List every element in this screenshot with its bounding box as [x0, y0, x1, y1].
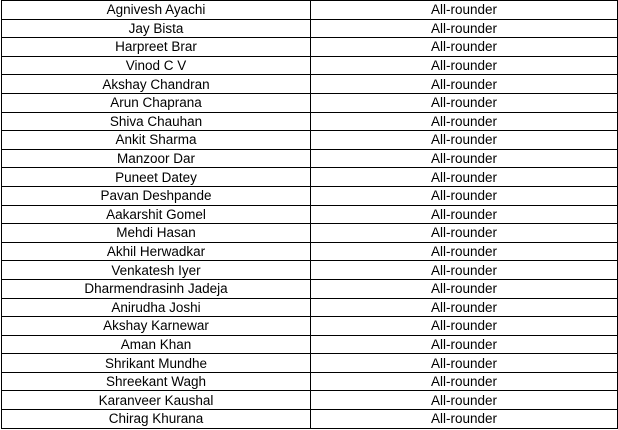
player-role-cell[interactable]: All-rounder — [311, 372, 618, 391]
player-name-cell[interactable]: Harpreet Brar — [2, 38, 311, 57]
player-name-cell[interactable]: Shrikant Mundhe — [2, 354, 311, 373]
player-name-cell[interactable]: Agnivesh Ayachi — [2, 1, 311, 20]
table-row — [2, 317, 618, 336]
player-role-cell[interactable]: All-rounder — [311, 112, 618, 131]
player-role-cell[interactable]: All-rounder — [311, 279, 618, 298]
player-name-cell[interactable]: Shiva Chauhan — [2, 112, 311, 131]
table-row — [2, 224, 618, 243]
player-role-cell[interactable]: All-rounder — [311, 391, 618, 410]
player-role-cell[interactable]: All-rounder — [311, 38, 618, 57]
player-name-cell[interactable]: Vinod C V — [2, 56, 311, 75]
player-name-cell[interactable]: Shreekant Wagh — [2, 372, 311, 391]
player-role-cell[interactable]: All-rounder — [311, 205, 618, 224]
player-name-cell[interactable]: Akshay Karnewar — [2, 317, 311, 336]
player-name-cell[interactable]: Manzoor Dar — [2, 149, 311, 168]
player-role-cell[interactable]: All-rounder — [311, 56, 618, 75]
player-name-cell[interactable]: Anirudha Joshi — [2, 298, 311, 317]
player-name-cell[interactable]: Arun Chaprana — [2, 93, 311, 112]
player-name-cell[interactable]: Puneet Datey — [2, 168, 311, 187]
player-name-cell[interactable]: Venkatesh Iyer — [2, 261, 311, 280]
table-row — [2, 19, 618, 38]
player-role-cell[interactable]: All-rounder — [311, 168, 618, 187]
player-role-cell[interactable]: All-rounder — [311, 335, 618, 354]
table-row — [2, 205, 618, 224]
players-table-body — [2, 1, 618, 429]
table-row — [2, 93, 618, 112]
player-role-cell[interactable]: All-rounder — [311, 242, 618, 261]
table-row — [2, 75, 618, 94]
player-name-cell[interactable]: Akshay Chandran — [2, 75, 311, 94]
table-row — [2, 372, 618, 391]
player-name-cell[interactable]: Aakarshit Gomel — [2, 205, 311, 224]
player-role-cell[interactable]: All-rounder — [311, 298, 618, 317]
player-role-cell[interactable]: All-rounder — [311, 224, 618, 243]
table-row — [2, 335, 618, 354]
table-row — [2, 261, 618, 280]
player-role-cell[interactable]: All-rounder — [311, 75, 618, 94]
table-row — [2, 131, 618, 150]
player-role-cell[interactable]: All-rounder — [311, 354, 618, 373]
table-row — [2, 279, 618, 298]
table-row — [2, 56, 618, 75]
player-name-cell[interactable]: Ankit Sharma — [2, 131, 311, 150]
table-row — [2, 354, 618, 373]
table-row — [2, 149, 618, 168]
table-row — [2, 112, 618, 131]
player-name-cell[interactable]: Mehdi Hasan — [2, 224, 311, 243]
player-name-cell[interactable]: Pavan Deshpande — [2, 186, 311, 205]
player-role-cell[interactable]: All-rounder — [311, 1, 618, 20]
player-role-cell[interactable]: All-rounder — [311, 19, 618, 38]
player-role-cell[interactable]: All-rounder — [311, 317, 618, 336]
table-row — [2, 1, 618, 20]
player-name-cell[interactable]: Jay Bista — [2, 19, 311, 38]
player-name-cell[interactable]: Akhil Herwadkar — [2, 242, 311, 261]
table-row — [2, 186, 618, 205]
player-name-cell[interactable]: Karanveer Kaushal — [2, 391, 311, 410]
table-row — [2, 391, 618, 410]
player-name-cell[interactable]: Chirag Khurana — [2, 410, 311, 429]
player-role-cell[interactable]: All-rounder — [311, 186, 618, 205]
player-role-cell[interactable]: All-rounder — [311, 131, 618, 150]
player-role-cell[interactable]: All-rounder — [311, 410, 618, 429]
table-row — [2, 242, 618, 261]
players-table — [1, 0, 618, 429]
table-row — [2, 298, 618, 317]
table-row — [2, 410, 618, 429]
table-row — [2, 168, 618, 187]
player-name-cell[interactable]: Dharmendrasinh Jadeja — [2, 279, 311, 298]
player-role-cell[interactable]: All-rounder — [311, 93, 618, 112]
table-row — [2, 38, 618, 57]
player-role-cell[interactable]: All-rounder — [311, 261, 618, 280]
player-role-cell[interactable]: All-rounder — [311, 149, 618, 168]
player-name-cell[interactable]: Aman Khan — [2, 335, 311, 354]
